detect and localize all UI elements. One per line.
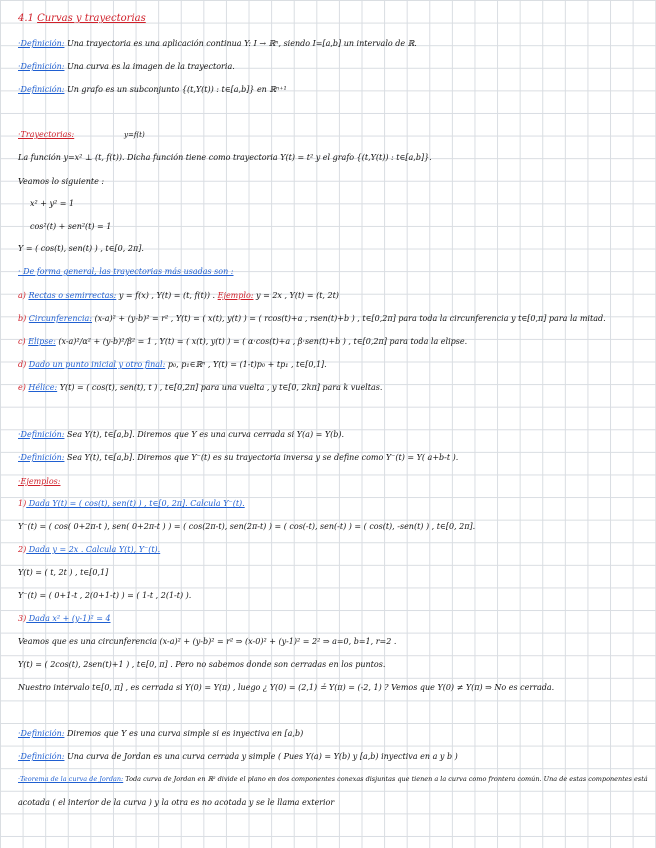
definition-line [18,751,458,762]
definition-label: ·Definición: [18,453,65,462]
definition-label: ·Definición: [18,752,65,761]
theorem-line [18,774,648,785]
example-solution: Y(t) = ( 2cos(t), 2sen(t)+1 ) , t∈[0, π] . Pero no sabemos donde son cerradas en los puntos. [18,660,386,669]
item-label: Rectas o semirrectas: [28,291,117,300]
definition-line [18,429,344,440]
item-tag: b) [18,314,27,323]
item-tag: a) [18,291,26,300]
item-text: p₀, p₁∈ℝⁿ , Y(t) = (1-t)p₀ + tp₁ , t∈[0,1]. [165,360,327,369]
definition-line [18,452,458,463]
item-label: Elipse: [28,337,56,346]
definition-label: ·Definición: [18,430,65,439]
definition-text: Sea Y(t), t∈[a,b]. Diremos que Y es una curva cerrada si Y(a) = Y(b). [64,430,345,439]
definition-label: ·Definición: [18,39,65,48]
equation: cos²(t) + sen²(t) = 1 [30,222,112,231]
definition-text: Una trayectoria es una aplicación continua Y: I → ℝⁿ, siendo I=[a,b] un intervalo de ℝ. [64,39,417,48]
definition-line [18,84,287,95]
item-text: y = f(x) , Y(t) = (t, f(t)) . [116,291,218,300]
definition-text: Una curva de Jordan es una curva cerrada y simple ( Pues Y(a) = Y(b) y [a,b) inyectiva en a y b ) [64,752,458,761]
trayectorias-label: ·Trayectorias: [18,130,75,139]
definition-label: ·Definición: [18,85,65,94]
example-tag: 2) [18,545,27,554]
examples-heading [18,476,60,487]
trajectory-item [18,336,467,347]
item-text: (x-a)² + (y-b)² = r² , Y(t) = ( x(t), y(t) ) = ( rcos(t)+a , rsen(t)+b ) , t∈[0,2π] para toda la circunferencia y t∈[0,π] para la mitad. [92,314,606,323]
example-solution: Y⁻(t) = ( cos( 0+2π-t ), sen( 0+2π-t ) ) = ( cos(2π-t), sen(2π-t) ) = ( cos(-t), sen(-t) ) = ( cos(t), -sen(t) ) , t∈[0, 2π]. [18,522,476,531]
trajectory-item [18,313,606,324]
example-text: y = 2x , Y(t) = (t, 2t) [253,291,339,300]
trajectory-item [18,290,339,301]
item-tag: c) [18,337,26,346]
example-solution: Nuestro intervalo t∈[0, π] , es cerrada si Y(0) = Y(π) , luego ¿ Y(0) = (2,1) ≟ Y(π) = (-2, 1) ? Vemos que Y(0) ≠ Y(π) ⇒ No es cerrada. [18,683,555,692]
item-label: Dado un punto inicial y otro final: [28,360,166,369]
general-heading [18,266,234,277]
example-solution: Y⁻(t) = ( 0+1-t , 2(0+1-t) ) = ( 1-t , 2(1-t) ). [18,591,192,600]
item-text: Y(t) = ( cos(t), sen(t), t ) , t∈[0,2π] para una vuelta , y t∈[0, 2kπ] para k vueltas. [57,383,383,392]
item-label: Circunferencia: [28,314,92,323]
heading-number: 4.1 [18,13,34,24]
definition-line [18,728,303,739]
item-tag: d) [18,360,27,369]
example-solution: Veamos que es una circunferencia (x-a)² + (y-b)² = r² ⇒ (x-0)² + (y-1)² = 2² ⇒ a=0, b=1, r=2 . [18,637,397,646]
example-header [18,544,160,555]
heading-text: Curvas y trayectorias [37,13,146,24]
example-solution: Y(t) = ( t, 2t ) , t∈[0,1] [18,568,109,577]
definition-label: ·Definición: [18,62,65,71]
item-text: (x-a)²/α² + (y-b)²/β² = 1 , Y(t) = ( x(t), y(t) ) = ( α·cos(t)+a , β·sen(t)+b ) , t∈[0,2π] para toda la elipse. [55,337,468,346]
example-tag: 3) [18,614,27,623]
equation: x² + y² = 1 [30,199,75,208]
example-prompt: Dada y = 2x . Calcula Y(t), Y⁻(t). [26,545,161,554]
item-label: Hélice: [28,383,58,392]
example-header [18,613,111,624]
theorem-text: acotada ( el interior de la curva ) y la otra es no acotada y se le llama exterior [18,798,335,807]
theorem-text: Toda curva de Jordan en ℝ² divide el plano en dos componentes conexas disjuntas que tienen a la curva como frontera común. Una de estas componentes está [123,775,648,783]
example-header [18,498,245,509]
definition-label: ·Definición: [18,729,65,738]
example-tag: 1) [18,499,27,508]
section-heading [18,13,146,24]
trayectorias-heading [18,129,74,140]
general-label: · De forma general, las trayectorias más usadas son : [18,267,234,276]
trayectorias-line: La función y=x² ⊥ (t, f(t)). Dicha función tiene como trayectoria Y(t) = t² y el grafo {(t,Y(t)) : t∈[a,b]}. [18,153,432,162]
trajectory-item [18,359,327,370]
definition-text: Un grafo es un subconjunto {(t,Y(t)) : t∈[a,b]} en ℝⁿ⁺¹ [64,85,287,94]
example-prompt: Dada x² + (y-1)² = 4 [26,614,111,623]
function-superscript: y=f(t) [124,131,145,139]
trayectorias-line: Veamos lo siguiente : [18,177,105,186]
definition-text: Una curva es la imagen de la trayectoria. [64,62,235,71]
example-label: Ejemplo: [217,291,254,300]
theorem-label: ·Teorema de la curva de Jordan: [18,775,124,783]
equation: Y = ( cos(t), sen(t) ) , t∈[0, 2π]. [18,244,144,253]
definition-text: Diremos que Y es una curva simple si es inyectiva en [a,b) [64,729,304,738]
item-tag: e) [18,383,26,392]
trajectory-item [18,382,382,393]
definition-line [18,38,417,49]
example-prompt: Dada Y(t) = ( cos(t), sen(t) ) , t∈[0, 2π]. Calcula Y⁻(t). [26,499,245,508]
definition-text: Sea Y(t), t∈[a,b]. Diremos que Y⁻(t) es su trayectoria inversa y se define como Y⁻(t) = Y( a+b-t ). [64,453,459,462]
examples-label: ·Ejemplos: [18,477,61,486]
definition-line [18,61,235,72]
